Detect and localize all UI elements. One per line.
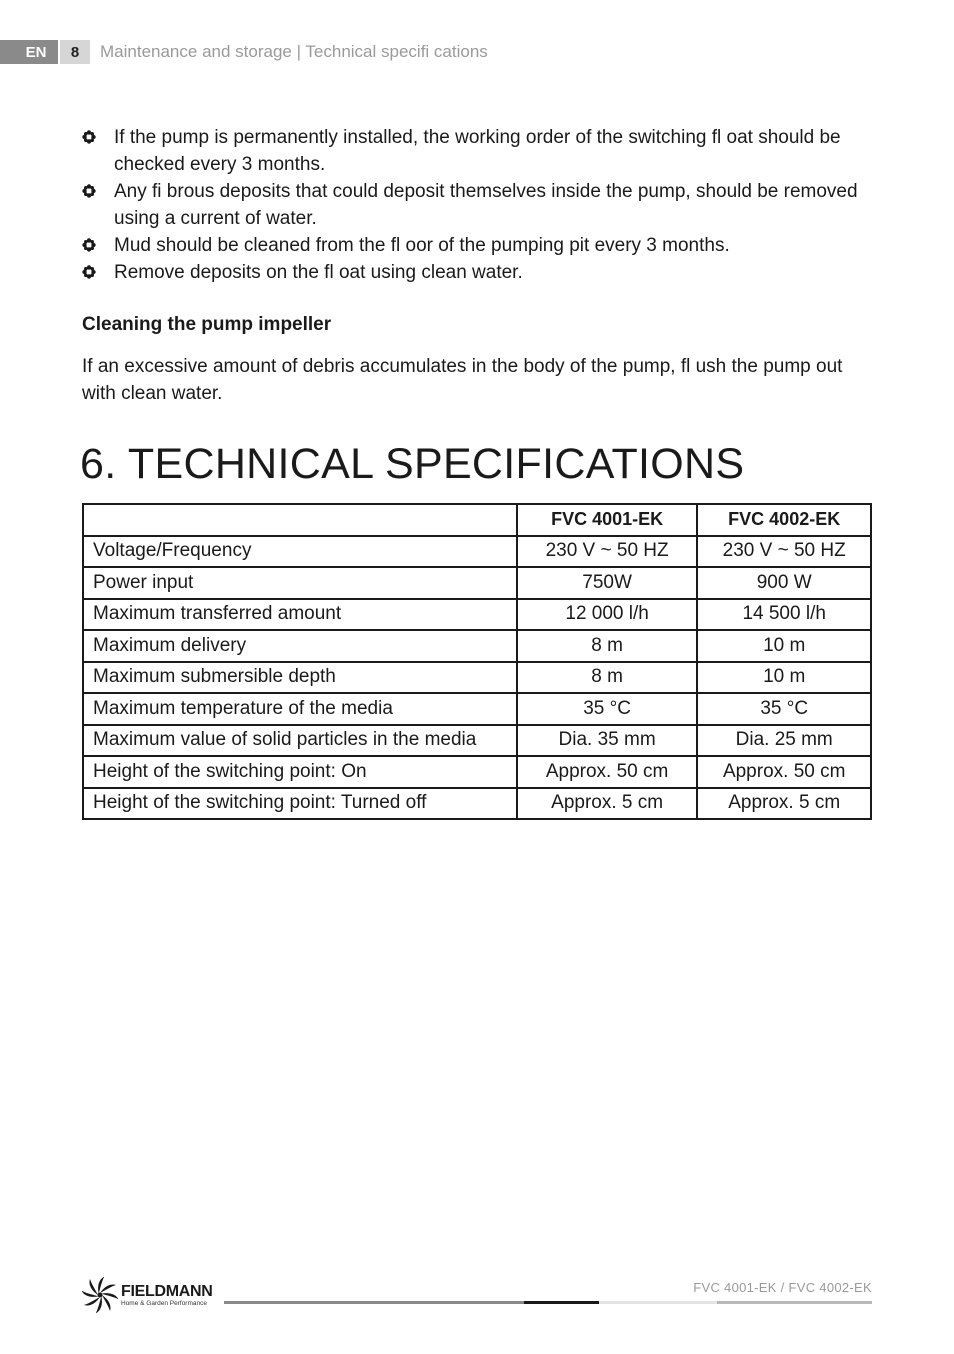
spec-value: 900 W	[697, 567, 871, 599]
brand-tagline: Home & Garden Performance	[121, 1299, 207, 1307]
bullet-text: If the pump is permanently installed, the working order of the switching fl oat should be checked every 3 months.	[114, 127, 841, 175]
spec-value: 35 °C	[697, 693, 871, 725]
spec-label: Height of the switching point: Turned off	[83, 788, 517, 820]
spec-value: 8 m	[517, 630, 698, 662]
column-header	[83, 504, 517, 536]
spec-label: Maximum temperature of the media	[83, 693, 517, 725]
flower-bullet-icon	[82, 238, 96, 252]
list-item	[82, 124, 862, 178]
spec-value: Approx. 50 cm	[697, 756, 871, 788]
flower-bullet-icon	[82, 184, 96, 198]
table-header-row	[83, 504, 871, 536]
maintenance-bullet-list	[82, 124, 862, 286]
page-number: 8	[60, 40, 90, 64]
spec-value: 35 °C	[517, 693, 698, 725]
running-header-title: Maintenance and storage | Technical specifi cations	[100, 42, 488, 61]
spec-value: Approx. 5 cm	[517, 788, 698, 820]
flower-bullet-icon	[82, 265, 96, 279]
spec-label: Maximum value of solid particles in the media	[83, 725, 517, 757]
spec-label: Power input	[83, 567, 517, 599]
table-row	[83, 662, 871, 694]
spec-value: Approx. 50 cm	[517, 756, 698, 788]
language-tab: EN	[0, 40, 58, 64]
cleaning-heading: Cleaning the pump impeller	[82, 314, 332, 335]
fieldmann-logo-icon	[82, 1277, 118, 1313]
table-row	[83, 567, 871, 599]
spec-value: 10 m	[697, 662, 871, 694]
table-row	[83, 693, 871, 725]
bullet-text: Any fi brous deposits that could deposit themselves inside the pump, should be removed using a current of water.	[114, 181, 858, 229]
spec-label: Height of the switching point: On	[83, 756, 517, 788]
footer-divider	[524, 1301, 599, 1304]
spec-label: Voltage/Frequency	[83, 536, 517, 568]
spec-value: 10 m	[697, 630, 871, 662]
bullet-text: Remove deposits on the fl oat using clean water.	[114, 262, 523, 283]
page-header	[0, 40, 488, 64]
table-row	[83, 630, 871, 662]
bullet-text: Mud should be cleaned from the fl oor of the pumping pit every 3 months.	[114, 235, 730, 256]
table-row	[83, 599, 871, 631]
flower-bullet-icon	[82, 130, 96, 144]
spec-value: 8 m	[517, 662, 698, 694]
spec-label: Maximum delivery	[83, 630, 517, 662]
brand-logo	[82, 1277, 213, 1313]
footer-divider	[717, 1301, 872, 1304]
spec-value: Dia. 25 mm	[697, 725, 871, 757]
table-row	[83, 788, 871, 820]
column-header-fvc-4001-ek: FVC 4001-EK	[517, 504, 698, 536]
technical-specifications-table	[82, 503, 872, 820]
cleaning-paragraph: If an excessive amount of debris accumulates in the body of the pump, fl ush the pump out with clean water.	[82, 356, 843, 404]
brand-name: FIELDMANN	[121, 1282, 213, 1300]
spec-value: 14 500 l/h	[697, 599, 871, 631]
footer-divider	[224, 1301, 524, 1304]
list-item	[82, 259, 862, 286]
section-title: 6. TECHNICAL SPECIFICATIONS	[80, 440, 745, 488]
footer-model-number: FVC 4001-EK / FVC 4002-EK	[693, 1280, 872, 1295]
spec-value: 230 V ~ 50 HZ	[517, 536, 698, 568]
list-item	[82, 178, 862, 232]
table-row	[83, 756, 871, 788]
column-header-fvc-4002-ek: FVC 4002-EK	[697, 504, 871, 536]
spec-value: Approx. 5 cm	[697, 788, 871, 820]
spec-value: 12 000 l/h	[517, 599, 698, 631]
table-row	[83, 536, 871, 568]
footer-divider	[599, 1301, 717, 1304]
spec-value: Dia. 35 mm	[517, 725, 698, 757]
list-item	[82, 232, 862, 259]
table-row	[83, 725, 871, 757]
spec-value: 750W	[517, 567, 698, 599]
spec-value: 230 V ~ 50 HZ	[697, 536, 871, 568]
spec-label: Maximum transferred amount	[83, 599, 517, 631]
spec-label: Maximum submersible depth	[83, 662, 517, 694]
